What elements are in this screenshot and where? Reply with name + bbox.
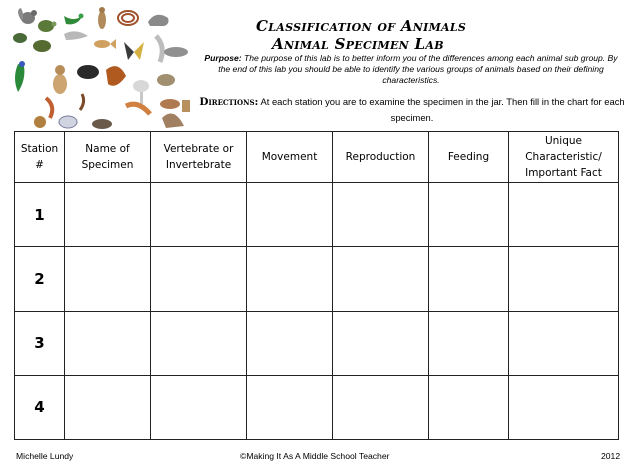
hedgehog-icon bbox=[157, 74, 175, 86]
platypus-icon bbox=[160, 99, 180, 109]
beaver-icon bbox=[92, 119, 112, 129]
footer-author: Michelle Lundy bbox=[16, 451, 74, 461]
purpose-text: The purpose of this lab is to better inform you of the differences among each animal sub group. By the end of this lab you should be able to identify the various groups of animals based on their defining characteristics. bbox=[218, 53, 618, 85]
cell-vertebrate[interactable] bbox=[151, 311, 247, 375]
cell-feeding[interactable] bbox=[429, 375, 509, 439]
station-number: 1 bbox=[15, 183, 65, 247]
bear-icon bbox=[77, 65, 99, 79]
cell-feeding[interactable] bbox=[429, 311, 509, 375]
station-number: 3 bbox=[15, 311, 65, 375]
cell-unique[interactable] bbox=[509, 183, 619, 247]
col-header-name: Name of Specimen bbox=[65, 132, 151, 183]
kangaroo-icon bbox=[162, 114, 184, 129]
station-row bbox=[15, 247, 619, 311]
footer-year: 2012 bbox=[601, 451, 621, 461]
col-header-movement: Movement bbox=[247, 132, 333, 183]
col-header-station: Station # bbox=[15, 132, 65, 183]
station-row bbox=[15, 311, 619, 375]
cell-reproduction[interactable] bbox=[333, 247, 429, 311]
title-line-2: Animal Specimen Lab bbox=[272, 35, 444, 53]
cell-name[interactable] bbox=[65, 183, 151, 247]
cell-feeding[interactable] bbox=[429, 247, 509, 311]
cell-unique[interactable] bbox=[509, 247, 619, 311]
directions-paragraph bbox=[199, 94, 625, 125]
frog-icon bbox=[13, 33, 27, 43]
monkey-icon bbox=[53, 65, 67, 94]
purpose-label: Purpose: bbox=[204, 53, 242, 63]
fish-icon bbox=[94, 39, 116, 49]
station-number: 2 bbox=[15, 247, 65, 311]
station-number: 4 bbox=[15, 375, 65, 439]
crab-icon bbox=[59, 116, 77, 128]
dove-icon bbox=[64, 31, 88, 40]
animal-collage-illustration bbox=[6, 6, 196, 132]
cell-vertebrate[interactable] bbox=[151, 183, 247, 247]
cell-reproduction[interactable] bbox=[333, 311, 429, 375]
tortoise-icon bbox=[33, 40, 51, 52]
footer-copyright: ©Making It As A Middle School Teacher bbox=[240, 451, 390, 461]
col-header-vertebrate: Vertebrate or Invertebrate bbox=[151, 132, 247, 183]
purpose-paragraph bbox=[199, 53, 623, 86]
cell-vertebrate[interactable] bbox=[151, 375, 247, 439]
worm-icon bbox=[80, 94, 84, 110]
col-header-reproduction: Reproduction bbox=[333, 132, 429, 183]
seal-icon bbox=[164, 47, 188, 57]
salamander-icon bbox=[46, 98, 52, 118]
armadillo-icon bbox=[148, 15, 169, 26]
station-row bbox=[15, 183, 619, 247]
feather-icon bbox=[156, 36, 162, 62]
lizard-orange-icon bbox=[126, 104, 150, 114]
cell-name[interactable] bbox=[65, 247, 151, 311]
directions-label: Directions: bbox=[199, 96, 259, 108]
cell-name[interactable] bbox=[65, 375, 151, 439]
station-row bbox=[15, 375, 619, 439]
cat-icon bbox=[34, 116, 46, 128]
col-header-unique: Unique Characteristic/ Important Fact bbox=[509, 132, 619, 183]
fox-icon bbox=[106, 66, 126, 86]
snake-coil-icon bbox=[118, 11, 138, 25]
cell-reproduction[interactable] bbox=[333, 183, 429, 247]
turtle-icon bbox=[38, 20, 57, 32]
cell-movement[interactable] bbox=[247, 247, 333, 311]
lizard-icon bbox=[64, 14, 84, 25]
squirrel-icon bbox=[18, 8, 37, 24]
cell-movement[interactable] bbox=[247, 311, 333, 375]
header-row bbox=[15, 132, 619, 183]
cell-name[interactable] bbox=[65, 311, 151, 375]
deer-icon bbox=[182, 100, 190, 112]
tree-icon bbox=[133, 80, 149, 104]
cell-movement[interactable] bbox=[247, 375, 333, 439]
specimen-chart bbox=[14, 131, 619, 440]
cell-unique[interactable] bbox=[509, 311, 619, 375]
cell-vertebrate[interactable] bbox=[151, 247, 247, 311]
directions-text: At each station you are to examine the specimen in the jar. Then fill in the chart for each specimen. bbox=[260, 96, 625, 123]
cell-feeding[interactable] bbox=[429, 183, 509, 247]
col-header-feeding: Feeding bbox=[429, 132, 509, 183]
meerkat-icon bbox=[98, 7, 106, 29]
title-line-1: Classification of Animals bbox=[256, 17, 467, 35]
cell-unique[interactable] bbox=[509, 375, 619, 439]
butterfly-icon bbox=[124, 42, 144, 60]
cell-movement[interactable] bbox=[247, 183, 333, 247]
cell-reproduction[interactable] bbox=[333, 375, 429, 439]
parrot-icon bbox=[15, 61, 25, 92]
